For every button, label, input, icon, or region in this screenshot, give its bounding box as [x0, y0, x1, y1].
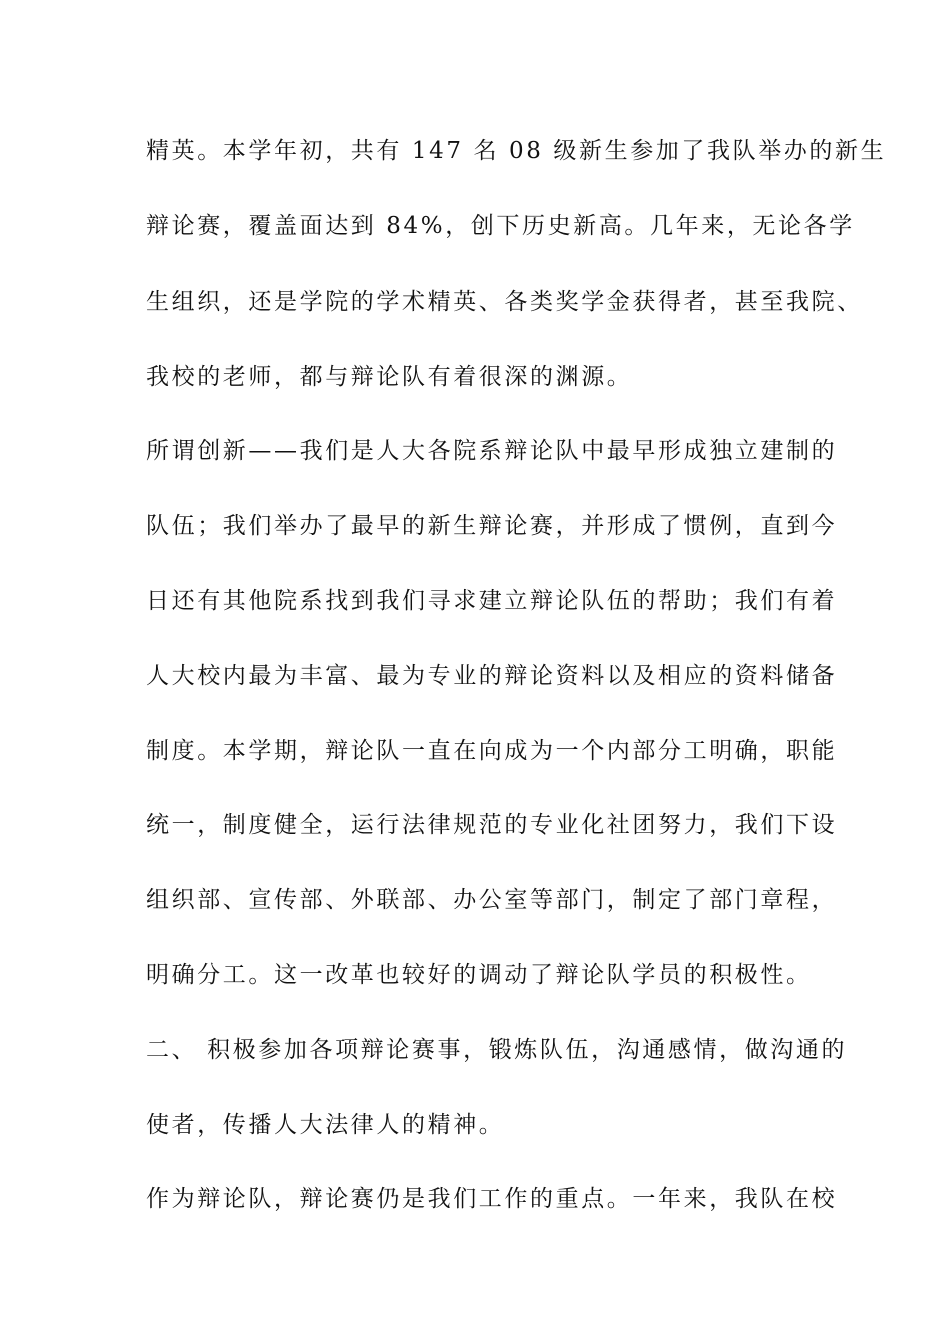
text-line: 日还有其他院系找到我们寻求建立辩论队伍的帮助；我们有着	[146, 588, 838, 614]
text-line: 制度。本学期，辩论队一直在向成为一个内部分工明确，职能	[146, 738, 838, 764]
text-line: 明确分工。这一改革也较好的调动了辩论队学员的积极性。	[146, 962, 812, 988]
text-line: 作为辩论队，辩论赛仍是我们工作的重点。一年来，我队在校	[146, 1186, 838, 1212]
text-line: 队伍；我们举办了最早的新生辩论赛，并形成了惯例，直到今	[146, 513, 838, 539]
section-heading: 二、 积极参加各项辩论赛事，锻炼队伍，沟通感情，做沟通的	[146, 1037, 848, 1063]
text-line: 人大校内最为丰富、最为专业的辩论资料以及相应的资料储备	[146, 663, 838, 689]
text-line: 生组织，还是学院的学术精英、各类奖学金获得者，甚至我院、	[146, 289, 863, 315]
text-line: 我校的老师，都与辩论队有着很深的渊源。	[146, 364, 633, 390]
text-line: 统一，制度健全，运行法律规范的专业化社团努力，我们下设	[146, 812, 838, 838]
text-line: 精英。本学年初，共有 147 名 08 级新生参加了我队举办的新生	[146, 138, 887, 164]
text-line: 辩论赛，覆盖面达到 84%，创下历史新高。几年来，无论各学	[146, 213, 855, 239]
text-line: 使者，传播人大法律人的精神。	[146, 1112, 505, 1138]
text-line: 所谓创新——我们是人大各院系辩论队中最早形成独立建制的	[146, 438, 838, 464]
text-line: 组织部、宣传部、外联部、办公室等部门，制定了部门章程，	[146, 887, 838, 913]
